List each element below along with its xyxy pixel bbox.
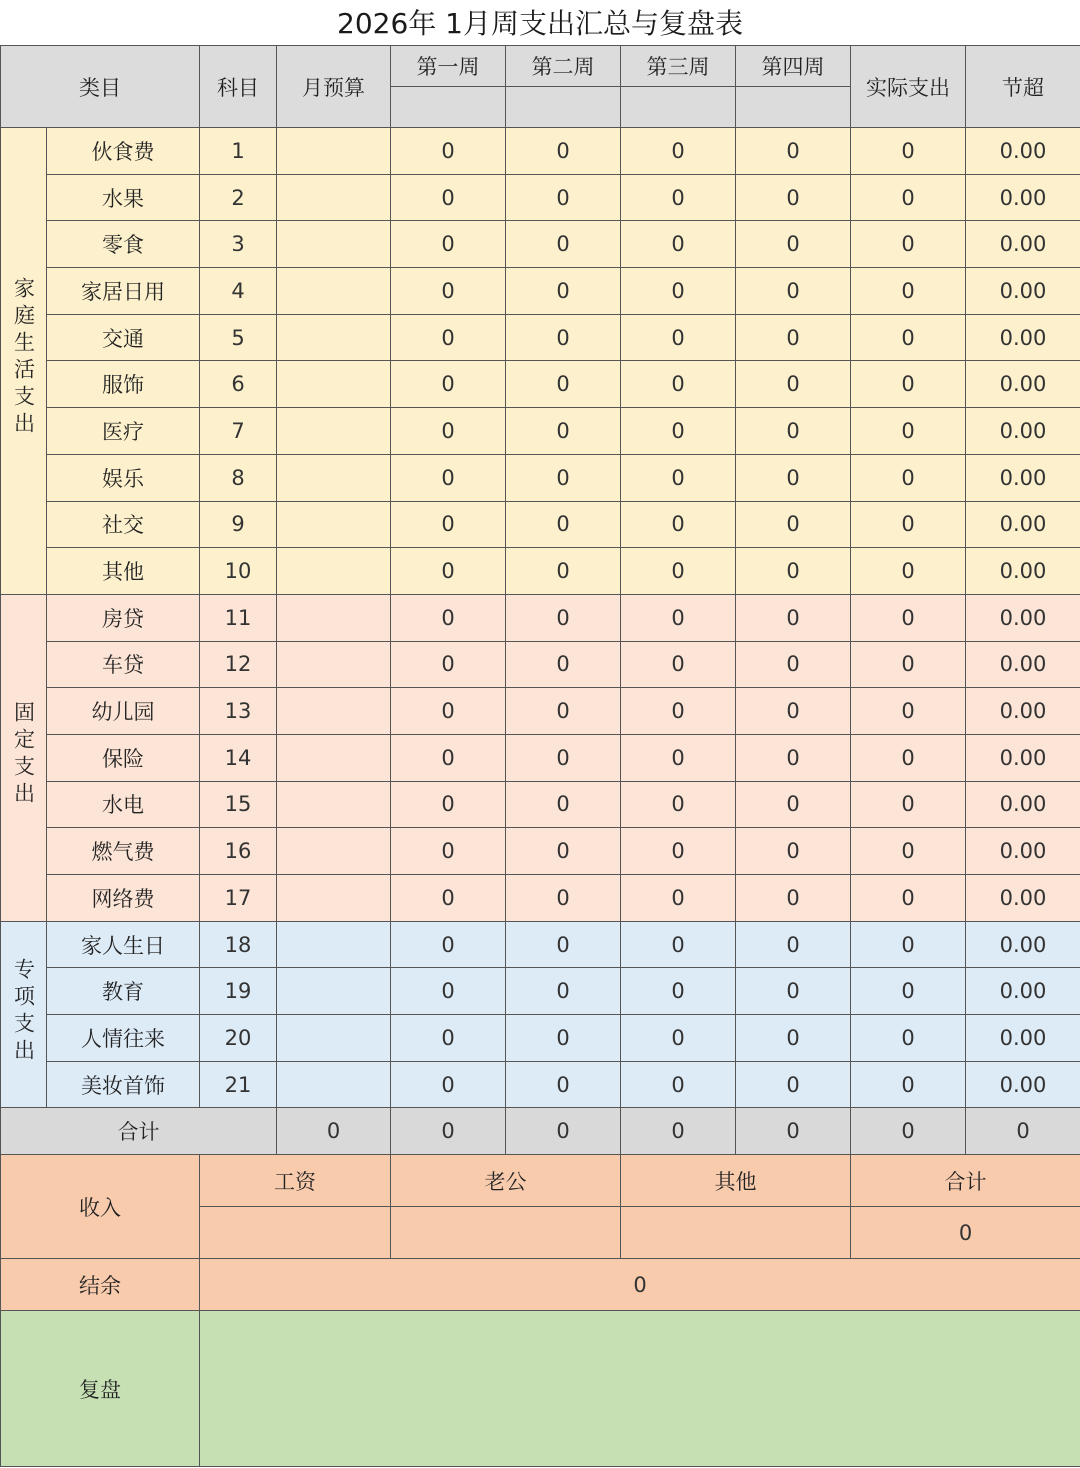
item-name: 医疗 — [47, 408, 200, 455]
expense-rows — [1, 128, 1080, 1108]
week-1-cell[interactable]: 0 — [391, 1015, 506, 1062]
week-4-cell[interactable]: 0 — [736, 174, 851, 221]
week-1-cell[interactable]: 0 — [391, 408, 506, 455]
item-name: 房贷 — [47, 594, 200, 641]
week-4-cell[interactable]: 0 — [736, 1015, 851, 1062]
subject-number: 11 — [200, 594, 277, 641]
week-4-cell[interactable]: 0 — [736, 361, 851, 408]
group-label-text: 固定支出 — [11, 701, 36, 810]
week-1-cell[interactable]: 0 — [391, 641, 506, 688]
subject-number: 7 — [200, 408, 277, 455]
week-4-cell[interactable]: 0 — [736, 454, 851, 501]
item-name: 娱乐 — [47, 454, 200, 501]
income-other-value[interactable] — [621, 1207, 851, 1259]
subject-number: 17 — [200, 875, 277, 922]
saving-cell[interactable]: 0.00 — [966, 221, 1080, 268]
actual-cell[interactable]: 0 — [851, 875, 966, 922]
week-4-cell[interactable]: 0 — [736, 875, 851, 922]
table-row — [1, 688, 1080, 735]
week-2-cell[interactable]: 0 — [506, 781, 621, 828]
subject-number: 19 — [200, 968, 277, 1015]
total-week-4[interactable]: 0 — [736, 1108, 851, 1155]
week-4-cell[interactable]: 0 — [736, 828, 851, 875]
subject-number: 3 — [200, 221, 277, 268]
table-row — [1, 268, 1080, 315]
saving-cell[interactable]: 0.00 — [966, 1061, 1080, 1108]
header-subject: 科目 — [200, 46, 277, 128]
table-row — [1, 128, 1080, 175]
week-3-cell[interactable]: 0 — [621, 828, 736, 875]
table-row — [1, 501, 1080, 548]
budget-cell[interactable] — [277, 641, 391, 688]
item-name: 水果 — [47, 174, 200, 221]
actual-cell[interactable]: 0 — [851, 548, 966, 595]
week-1-cell[interactable]: 0 — [391, 314, 506, 361]
week-4-cell[interactable]: 0 — [736, 968, 851, 1015]
group-label — [1, 921, 47, 1108]
week-2-cell[interactable]: 0 — [506, 828, 621, 875]
actual-cell[interactable]: 0 — [851, 361, 966, 408]
week-1-cell[interactable]: 0 — [391, 454, 506, 501]
budget-cell[interactable] — [277, 594, 391, 641]
table-row — [1, 361, 1080, 408]
budget-cell[interactable] — [277, 314, 391, 361]
item-name: 伙食费 — [47, 128, 200, 175]
saving-cell[interactable]: 0.00 — [966, 548, 1080, 595]
item-name: 家人生日 — [47, 921, 200, 968]
expense-table — [0, 45, 1080, 1467]
week-4-cell[interactable]: 0 — [736, 594, 851, 641]
saving-cell[interactable]: 0.00 — [966, 361, 1080, 408]
week-3-cell[interactable]: 0 — [621, 921, 736, 968]
item-name: 燃气费 — [47, 828, 200, 875]
saving-cell[interactable]: 0.00 — [966, 875, 1080, 922]
table-row — [1, 174, 1080, 221]
saving-cell[interactable]: 0.00 — [966, 594, 1080, 641]
budget-cell[interactable] — [277, 734, 391, 781]
week-1-cell[interactable]: 0 — [391, 734, 506, 781]
subject-number: 5 — [200, 314, 277, 361]
saving-cell[interactable]: 0.00 — [966, 641, 1080, 688]
item-name: 网络费 — [47, 875, 200, 922]
week-2-cell[interactable]: 0 — [506, 361, 621, 408]
budget-cell[interactable] — [277, 1015, 391, 1062]
week-4-cell[interactable]: 0 — [736, 781, 851, 828]
group-label — [1, 594, 47, 921]
saving-cell[interactable]: 0.00 — [966, 921, 1080, 968]
item-name: 水电 — [47, 781, 200, 828]
week-2-cell[interactable]: 0 — [506, 688, 621, 735]
budget-cell[interactable] — [277, 1061, 391, 1108]
subject-number: 4 — [200, 268, 277, 315]
week-2-cell[interactable]: 0 — [506, 314, 621, 361]
week-3-cell[interactable]: 0 — [621, 314, 736, 361]
income-col-husband: 老公 — [391, 1155, 621, 1207]
subject-number: 1 — [200, 128, 277, 175]
saving-cell[interactable]: 0.00 — [966, 128, 1080, 175]
review-content[interactable] — [200, 1311, 1080, 1467]
week-3-cell[interactable]: 0 — [621, 875, 736, 922]
item-name: 家居日用 — [47, 268, 200, 315]
week-1-cell[interactable]: 0 — [391, 594, 506, 641]
total-budget[interactable]: 0 — [277, 1108, 391, 1155]
week-3-cell[interactable]: 0 — [621, 548, 736, 595]
actual-cell[interactable]: 0 — [851, 594, 966, 641]
table-row — [1, 314, 1080, 361]
week-1-cell[interactable]: 0 — [391, 781, 506, 828]
week-3-cell[interactable]: 0 — [621, 968, 736, 1015]
week-2-cell[interactable]: 0 — [506, 1015, 621, 1062]
group-label-text: 专项支出 — [11, 958, 36, 1067]
week-4-cell[interactable]: 0 — [736, 408, 851, 455]
week-2-cell[interactable]: 0 — [506, 268, 621, 315]
week-3-cell[interactable]: 0 — [621, 1061, 736, 1108]
table-row — [1, 781, 1080, 828]
table-row — [1, 734, 1080, 781]
actual-cell[interactable]: 0 — [851, 1061, 966, 1108]
actual-cell[interactable]: 0 — [851, 1015, 966, 1062]
item-name: 零食 — [47, 221, 200, 268]
table-row — [1, 1015, 1080, 1062]
saving-cell[interactable]: 0.00 — [966, 408, 1080, 455]
balance-label: 结余 — [1, 1259, 200, 1311]
item-name: 服饰 — [47, 361, 200, 408]
week-1-cell[interactable]: 0 — [391, 968, 506, 1015]
week-1-cell[interactable]: 0 — [391, 221, 506, 268]
budget-cell[interactable] — [277, 828, 391, 875]
budget-cell[interactable] — [277, 968, 391, 1015]
saving-cell[interactable]: 0.00 — [966, 828, 1080, 875]
page-title: 2026年 1月周支出汇总与复盘表 — [337, 7, 743, 40]
item-name: 其他 — [47, 548, 200, 595]
table-row — [1, 408, 1080, 455]
table-row — [1, 548, 1080, 595]
income-col-total: 合计 — [851, 1155, 1080, 1207]
actual-cell[interactable]: 0 — [851, 408, 966, 455]
actual-cell[interactable]: 0 — [851, 454, 966, 501]
actual-cell[interactable]: 0 — [851, 968, 966, 1015]
saving-cell[interactable]: 0.00 — [966, 314, 1080, 361]
week-1-cell[interactable]: 0 — [391, 875, 506, 922]
week-2-cell[interactable]: 0 — [506, 174, 621, 221]
week-4-cell[interactable]: 0 — [736, 641, 851, 688]
week-1-cell[interactable]: 0 — [391, 501, 506, 548]
subject-number: 8 — [200, 454, 277, 501]
actual-cell[interactable]: 0 — [851, 314, 966, 361]
table-row — [1, 594, 1080, 641]
saving-cell[interactable]: 0.00 — [966, 734, 1080, 781]
saving-cell[interactable]: 0.00 — [966, 268, 1080, 315]
week-1-cell[interactable]: 0 — [391, 921, 506, 968]
saving-cell[interactable]: 0.00 — [966, 174, 1080, 221]
subject-number: 14 — [200, 734, 277, 781]
week-4-cell[interactable]: 0 — [736, 501, 851, 548]
budget-cell[interactable] — [277, 174, 391, 221]
header-budget: 月预算 — [277, 46, 391, 128]
income-husband-value[interactable] — [391, 1207, 621, 1259]
item-name: 人情往来 — [47, 1015, 200, 1062]
header-week-2: 第二周 — [506, 46, 621, 87]
income-col-salary: 工资 — [200, 1155, 391, 1207]
total-week-3[interactable]: 0 — [621, 1108, 736, 1155]
header-week-4-sub — [736, 87, 851, 128]
table-row — [1, 968, 1080, 1015]
subject-number: 16 — [200, 828, 277, 875]
actual-cell[interactable]: 0 — [851, 688, 966, 735]
income-total-value[interactable]: 0 — [851, 1207, 1080, 1259]
saving-cell[interactable]: 0.00 — [966, 1015, 1080, 1062]
budget-cell[interactable] — [277, 268, 391, 315]
week-3-cell[interactable]: 0 — [621, 501, 736, 548]
week-3-cell[interactable]: 0 — [621, 688, 736, 735]
actual-cell[interactable]: 0 — [851, 921, 966, 968]
week-2-cell[interactable]: 0 — [506, 594, 621, 641]
week-2-cell[interactable]: 0 — [506, 454, 621, 501]
week-1-cell[interactable]: 0 — [391, 548, 506, 595]
header-week-4: 第四周 — [736, 46, 851, 87]
budget-cell[interactable] — [277, 454, 391, 501]
week-1-cell[interactable]: 0 — [391, 174, 506, 221]
header-week-3: 第三周 — [621, 46, 736, 87]
item-name: 车贷 — [47, 641, 200, 688]
actual-cell[interactable]: 0 — [851, 268, 966, 315]
week-4-cell[interactable]: 0 — [736, 734, 851, 781]
week-3-cell[interactable]: 0 — [621, 174, 736, 221]
week-3-cell[interactable]: 0 — [621, 408, 736, 455]
table-row — [1, 921, 1080, 968]
group-label-text: 家庭生活支出 — [11, 277, 36, 440]
actual-cell[interactable]: 0 — [851, 828, 966, 875]
week-2-cell[interactable]: 0 — [506, 734, 621, 781]
week-3-cell[interactable]: 0 — [621, 128, 736, 175]
item-name: 交通 — [47, 314, 200, 361]
budget-cell[interactable] — [277, 221, 391, 268]
week-3-cell[interactable]: 0 — [621, 268, 736, 315]
total-label: 合计 — [1, 1108, 277, 1155]
week-2-cell[interactable]: 0 — [506, 408, 621, 455]
table-row — [1, 1061, 1080, 1108]
week-1-cell[interactable]: 0 — [391, 828, 506, 875]
subject-number: 20 — [200, 1015, 277, 1062]
week-4-cell[interactable]: 0 — [736, 128, 851, 175]
header-saving: 节超 — [966, 46, 1080, 128]
review-label: 复盘 — [1, 1311, 200, 1467]
subject-number: 15 — [200, 781, 277, 828]
actual-cell[interactable]: 0 — [851, 221, 966, 268]
week-2-cell[interactable]: 0 — [506, 641, 621, 688]
week-4-cell[interactable]: 0 — [736, 268, 851, 315]
subject-number: 10 — [200, 548, 277, 595]
subject-number: 18 — [200, 921, 277, 968]
saving-cell[interactable]: 0.00 — [966, 968, 1080, 1015]
subject-number: 12 — [200, 641, 277, 688]
week-4-cell[interactable]: 0 — [736, 314, 851, 361]
week-2-cell[interactable]: 0 — [506, 128, 621, 175]
actual-cell[interactable]: 0 — [851, 174, 966, 221]
week-4-cell[interactable]: 0 — [736, 548, 851, 595]
week-3-cell[interactable]: 0 — [621, 781, 736, 828]
income-col-other: 其他 — [621, 1155, 851, 1207]
week-3-cell[interactable]: 0 — [621, 221, 736, 268]
week-3-cell[interactable]: 0 — [621, 734, 736, 781]
budget-cell[interactable] — [277, 688, 391, 735]
week-2-cell[interactable]: 0 — [506, 221, 621, 268]
budget-cell[interactable] — [277, 361, 391, 408]
week-4-cell[interactable]: 0 — [736, 688, 851, 735]
table-row — [1, 641, 1080, 688]
week-2-cell[interactable]: 0 — [506, 875, 621, 922]
item-name: 教育 — [47, 968, 200, 1015]
budget-cell[interactable] — [277, 501, 391, 548]
week-2-cell[interactable]: 0 — [506, 501, 621, 548]
budget-cell[interactable] — [277, 128, 391, 175]
item-name: 保险 — [47, 734, 200, 781]
subject-number: 6 — [200, 361, 277, 408]
week-4-cell[interactable]: 0 — [736, 921, 851, 968]
subject-number: 13 — [200, 688, 277, 735]
table-row — [1, 221, 1080, 268]
balance-value[interactable]: 0 — [200, 1259, 1080, 1311]
actual-cell[interactable]: 0 — [851, 641, 966, 688]
group-label — [1, 128, 47, 595]
week-3-cell[interactable]: 0 — [621, 594, 736, 641]
header-week-2-sub — [506, 87, 621, 128]
income-salary-value[interactable] — [200, 1207, 391, 1259]
total-actual[interactable]: 0 — [851, 1108, 966, 1155]
item-name: 社交 — [47, 501, 200, 548]
header-week-1-sub — [391, 87, 506, 128]
income-label: 收入 — [1, 1155, 200, 1259]
table-row — [1, 454, 1080, 501]
week-1-cell[interactable]: 0 — [391, 128, 506, 175]
week-1-cell[interactable]: 0 — [391, 268, 506, 315]
header-category: 类目 — [1, 46, 200, 128]
subject-number: 2 — [200, 174, 277, 221]
budget-cell[interactable] — [277, 408, 391, 455]
week-1-cell[interactable]: 0 — [391, 1061, 506, 1108]
budget-cell[interactable] — [277, 548, 391, 595]
subject-number: 21 — [200, 1061, 277, 1108]
week-3-cell[interactable]: 0 — [621, 1015, 736, 1062]
actual-cell[interactable]: 0 — [851, 128, 966, 175]
table-row — [1, 875, 1080, 922]
header-week-3-sub — [621, 87, 736, 128]
saving-cell[interactable]: 0.00 — [966, 688, 1080, 735]
week-4-cell[interactable]: 0 — [736, 221, 851, 268]
header-week-1: 第一周 — [391, 46, 506, 87]
week-1-cell[interactable]: 0 — [391, 361, 506, 408]
week-3-cell[interactable]: 0 — [621, 361, 736, 408]
subject-number: 9 — [200, 501, 277, 548]
week-2-cell[interactable]: 0 — [506, 548, 621, 595]
budget-cell[interactable] — [277, 921, 391, 968]
saving-cell[interactable]: 0.00 — [966, 501, 1080, 548]
budget-cell[interactable] — [277, 781, 391, 828]
item-name: 美妆首饰 — [47, 1061, 200, 1108]
week-3-cell[interactable]: 0 — [621, 641, 736, 688]
budget-cell[interactable] — [277, 875, 391, 922]
item-name: 幼儿园 — [47, 688, 200, 735]
actual-cell[interactable]: 0 — [851, 501, 966, 548]
saving-cell[interactable]: 0.00 — [966, 454, 1080, 501]
actual-cell[interactable]: 0 — [851, 734, 966, 781]
week-1-cell[interactable]: 0 — [391, 688, 506, 735]
table-row — [1, 828, 1080, 875]
total-week-1[interactable]: 0 — [391, 1108, 506, 1155]
week-2-cell[interactable]: 0 — [506, 1061, 621, 1108]
header-actual: 实际支出 — [851, 46, 966, 128]
week-2-cell[interactable]: 0 — [506, 968, 621, 1015]
week-3-cell[interactable]: 0 — [621, 454, 736, 501]
actual-cell[interactable]: 0 — [851, 781, 966, 828]
week-4-cell[interactable]: 0 — [736, 1061, 851, 1108]
total-week-2[interactable]: 0 — [506, 1108, 621, 1155]
week-2-cell[interactable]: 0 — [506, 921, 621, 968]
saving-cell[interactable]: 0.00 — [966, 781, 1080, 828]
total-saving[interactable]: 0 — [966, 1108, 1080, 1155]
